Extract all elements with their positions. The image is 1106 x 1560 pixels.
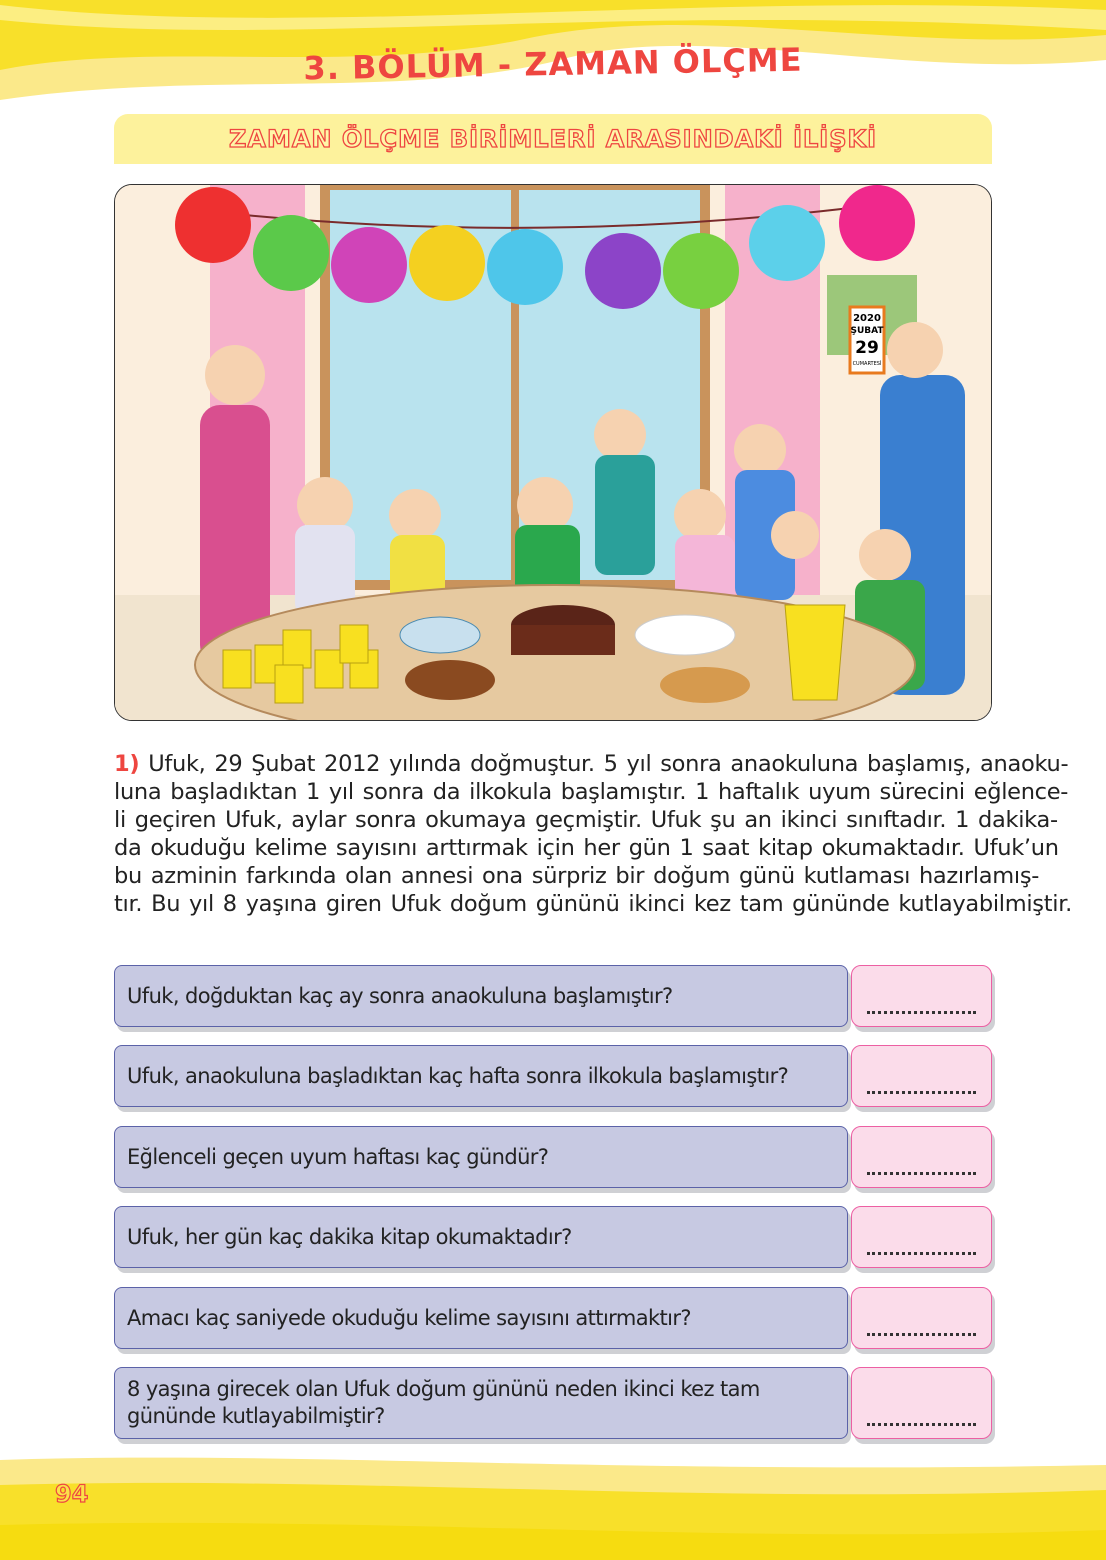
story-line: tır. Bu yıl 8 yaşına giren Ufuk doğum gününü ikinci kez tam gününde kutlayabilmiştir. xyxy=(114,891,1072,917)
question-text: Eğlenceli geçen uyum haftası kaç gündür? xyxy=(114,1126,848,1188)
answer-blank[interactable] xyxy=(867,1091,976,1094)
story-paragraph xyxy=(114,750,1072,918)
answer-blank[interactable] xyxy=(867,1252,976,1255)
story-line: bu azminin farkında olan annesi ona sürpriz bir doğum günü kutlaması hazırlamış- xyxy=(114,863,1040,889)
answer-box[interactable] xyxy=(851,965,992,1027)
answer-box[interactable] xyxy=(851,1206,992,1268)
question-text: Ufuk, anaokuluna başladıktan kaç hafta sonra ilkokula başlamıştır? xyxy=(114,1045,848,1107)
question-row xyxy=(114,1287,992,1349)
story-line: Ufuk, 29 Şubat 2012 yılında doğmuştur. 5 yıl sonra anaokuluna başlamış, anaoku- xyxy=(148,751,1069,777)
svg-text:CUMARTESİ: CUMARTESİ xyxy=(852,361,882,367)
question-row xyxy=(114,1367,992,1439)
question-row xyxy=(114,1206,992,1268)
question-row xyxy=(114,1045,992,1107)
svg-text:ŞUBAT: ŞUBAT xyxy=(850,326,884,336)
story-line: li geçiren Ufuk, aylar sonra okumaya geçmiştir. Ufuk şu an ikinci sınıftadır. 1 dakika- xyxy=(114,807,1058,833)
bottom-wave-decoration xyxy=(0,1445,1106,1560)
svg-text:29: 29 xyxy=(855,338,879,358)
answer-blank[interactable] xyxy=(867,1333,976,1336)
section-subtitle-bar xyxy=(114,114,992,164)
question-row xyxy=(114,1126,992,1188)
answer-box[interactable] xyxy=(851,1126,992,1188)
answer-box[interactable] xyxy=(851,1045,992,1107)
question-number: 1) xyxy=(114,751,140,777)
page-number: 94 xyxy=(55,1480,89,1508)
chapter-title: 3. BÖLÜM - ZAMAN ÖLÇME xyxy=(303,40,803,88)
section-subtitle: ZAMAN ÖLÇME BİRİMLERİ ARASINDAKİ İLİŞKİ xyxy=(228,125,878,153)
answer-blank[interactable] xyxy=(867,1172,976,1175)
answer-box[interactable] xyxy=(851,1367,992,1439)
question-text: Ufuk, her gün kaç dakika kitap okumaktadır? xyxy=(114,1206,848,1268)
story-line: luna başladıktan 1 yıl sonra da ilkokula başlamıştır. 1 haftalık uyum sürecini eğlence- xyxy=(114,779,1069,805)
svg-text:2020: 2020 xyxy=(853,313,881,324)
calendar xyxy=(850,307,884,373)
question-row xyxy=(114,965,992,1027)
birthday-party-illustration xyxy=(114,184,992,721)
answer-blank[interactable] xyxy=(867,1011,976,1014)
answer-blank[interactable] xyxy=(867,1423,976,1426)
answer-box[interactable] xyxy=(851,1287,992,1349)
question-text: 8 yaşına girecek olan Ufuk doğum gününü neden ikinci kez tam gününde kutlayabilmiştir? xyxy=(114,1367,848,1439)
story-line: da okuduğu kelime sayısını arttırmak için her gün 1 saat kitap okumaktadır. Ufuk’un xyxy=(114,835,1059,861)
question-text: Amacı kaç saniyede okuduğu kelime sayısını attırmaktır? xyxy=(114,1287,848,1349)
question-text: Ufuk, doğduktan kaç ay sonra anaokuluna başlamıştır? xyxy=(114,965,848,1027)
